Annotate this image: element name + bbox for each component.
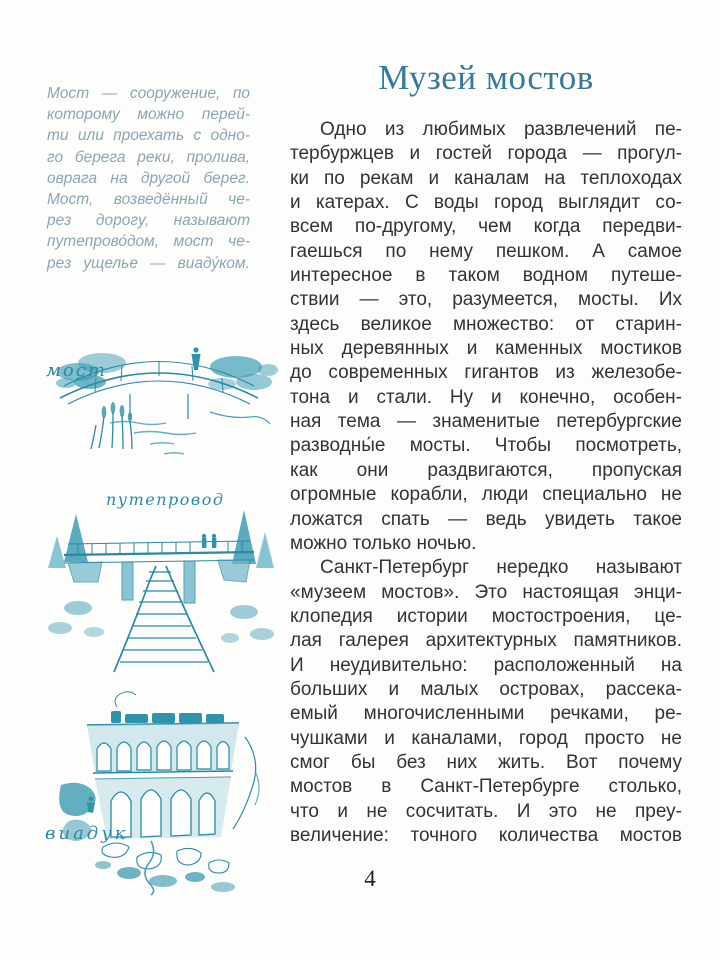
text-line: и катерах. С воды город выглядит со- <box>290 192 682 214</box>
text-line: ствии — это, разумеется, мосты. Их <box>290 289 682 311</box>
page-number: 4 <box>364 866 376 891</box>
text-line: больших и малых островах, рассека- <box>290 678 682 700</box>
paragraph-boat-trips <box>290 118 682 556</box>
text-line: Мост — сооружение, по <box>47 85 250 102</box>
text-line: как они раздвигаются, пропуская <box>290 459 682 481</box>
text-line: рез дорогу, называют <box>47 212 250 230</box>
bridge-illustration-label: мост <box>46 360 107 381</box>
text-line: емый многочисленными речками, ре- <box>290 703 682 725</box>
text-line: тона и стали. Ну и конечно, особен- <box>290 386 682 408</box>
text-line: Мост, возведённый че- <box>47 190 250 208</box>
text-line: гаешься по нему пешком. А самое <box>290 240 682 262</box>
text-line: клопедия истории мостостроения, це- <box>290 605 682 627</box>
text-line: Санкт-Петербург нередко называют <box>320 557 682 579</box>
text-line: Одно из любимых развлечений пе- <box>320 119 682 140</box>
viaduct-illustration-label: виадук <box>45 823 129 844</box>
overpass-illustration-label: путепровод <box>106 490 225 509</box>
bridge-illustration <box>38 320 280 480</box>
text-line: огромные корабли, люди специально не <box>290 484 682 506</box>
text-line: ки по рекам и каналам на теплоходах <box>290 167 682 189</box>
text-line: рез ущелье — виаду́ком. <box>47 254 250 272</box>
bridge-sketch <box>38 320 280 480</box>
text-line: до современных гигантов из железобе- <box>290 362 682 384</box>
text-line: ная тема — знаменитые петербургские <box>290 411 682 433</box>
text-line: ти или проехать с одно- <box>47 127 250 145</box>
bridge-definition-text <box>47 83 250 274</box>
text-line: мостов в Санкт-Петербурге столько, <box>290 776 682 798</box>
text-line: можно только ночью. <box>290 532 477 554</box>
text-line: И неудивительно: расположенный на <box>290 654 682 676</box>
overpass-sketch <box>38 482 280 674</box>
text-line: интересное в таком водном путеше- <box>290 265 682 287</box>
body-text <box>290 118 682 848</box>
text-line: тербуржцев и гостей города — прогул- <box>290 143 682 165</box>
text-line: го берега реки, пролива, <box>47 148 250 166</box>
text-line: лая галерея архитектурных памятников. <box>290 630 682 652</box>
text-line: оврага на другой берег. <box>47 169 250 187</box>
text-line: ложатся спать — ведь увидеть такое <box>290 508 682 530</box>
viaduct-sketch <box>33 681 283 897</box>
text-line: путепрово́дом, мост че- <box>47 233 250 251</box>
text-line: что и не сосчитать. И это не преу- <box>290 800 682 822</box>
overpass-illustration <box>38 482 280 674</box>
text-line: всем по-другому, чем когда передви- <box>290 216 682 238</box>
text-line: разводны́е мосты. Чтобы посмотреть, <box>290 435 682 457</box>
text-line: здесь великое множество: от старин- <box>290 313 682 335</box>
paragraph-museum-of-bridges <box>290 556 682 848</box>
text-line: «музеем мостов». Это настоящая энци- <box>290 581 682 603</box>
text-line: ных деревянных и каменных мостиков <box>290 338 682 360</box>
text-line: смог бы без них жить. Вот почему <box>290 751 682 773</box>
text-line: величение: точного количества мостов <box>290 824 682 846</box>
page-title: Музей мостов <box>378 58 594 97</box>
text-line: которому можно перей- <box>47 106 250 124</box>
text-line: чушками и каналами, город просто не <box>290 727 682 749</box>
viaduct-illustration <box>33 681 283 897</box>
